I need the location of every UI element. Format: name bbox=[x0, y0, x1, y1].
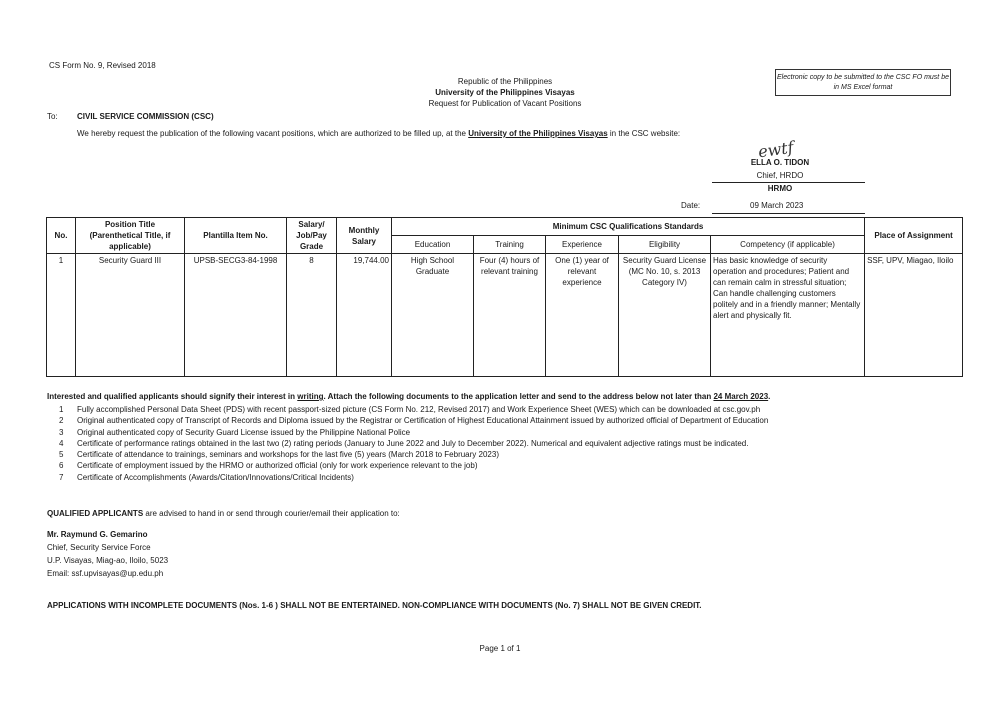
table-row bbox=[47, 254, 963, 377]
signatory-office: HRMO bbox=[767, 184, 793, 193]
date-divider bbox=[712, 213, 865, 214]
application-instructions bbox=[47, 392, 770, 401]
request-statement bbox=[77, 129, 680, 138]
doc-text: Certificate of employment issued by the HRMO or authorized official (only for work experience relevant to the job) bbox=[77, 461, 478, 471]
contact-name: Mr. Raymund G. Gemarino bbox=[47, 530, 148, 539]
required-documents-list bbox=[47, 405, 768, 484]
doc-number: 4 bbox=[59, 438, 64, 448]
doc-number: 2 bbox=[59, 416, 64, 426]
cell-competency: Has basic knowledge of security operation and procedures; Patient and can remain calm in stressful situation; Can handle challenging customers politely and in a friendly manner; Mentally alert and physically fit. bbox=[711, 254, 865, 377]
page-number: Page 1 of 1 bbox=[479, 644, 521, 653]
instructions-middle: . Attach the following documents to the application letter and send to the address below not later than bbox=[323, 392, 714, 401]
cell-education: High School Graduate bbox=[392, 254, 474, 377]
request-text-after: in the CSC website: bbox=[607, 129, 681, 138]
header-place-of-assignment: Place of Assignment bbox=[865, 218, 963, 254]
vacant-positions-table bbox=[46, 217, 963, 377]
date-value: 09 March 2023 bbox=[750, 201, 804, 210]
contact-address: U.P. Visayas, Miag-ao, Iloilo, 5023 bbox=[47, 556, 169, 565]
doc-text: Certificate of attendance to trainings, seminars and workshops for the last five (5) years (March 2018 to February 2023) bbox=[77, 450, 499, 460]
cell-experience: One (1) year of relevant experience bbox=[546, 254, 619, 377]
cell-no: 1 bbox=[47, 254, 76, 377]
list-item bbox=[47, 405, 768, 416]
signature-divider bbox=[712, 182, 865, 183]
cell-training: Four (4) hours of relevant training bbox=[474, 254, 546, 377]
signatory-name: ELLA O. TIDON bbox=[750, 158, 810, 167]
doc-text: Fully accomplished Personal Data Sheet (PDS) with recent passport-sized picture (CS Form No. 212, Revised 2017) and Work Experience Sheet (WES) which can be downloaded at csc.gov.ph bbox=[77, 405, 761, 414]
doc-number: 3 bbox=[59, 427, 64, 437]
header-salary-grade: Salary/ Job/Pay Grade bbox=[287, 218, 337, 254]
to-label: To: bbox=[47, 112, 58, 121]
excel-format-note: Electronic copy to be submitted to the CSC FO must be in MS Excel format bbox=[775, 69, 951, 96]
doc-text: Certificate of Accomplishments (Awards/Citation/Innovations/Critical Incidents) bbox=[77, 472, 354, 482]
header-plantilla: Plantilla Item No. bbox=[185, 218, 287, 254]
request-university: University of the Philippines Visayas bbox=[468, 129, 608, 138]
doc-number: 7 bbox=[59, 472, 64, 482]
header-training: Training bbox=[474, 236, 546, 254]
contact-position: Chief, Security Service Force bbox=[47, 543, 151, 552]
header-no: No. bbox=[47, 218, 76, 254]
doc-number: 1 bbox=[59, 405, 64, 414]
signatory-position: Chief, HRDO bbox=[756, 171, 804, 180]
request-text-before: We hereby request the publication of the following vacant positions, which are authorized to be filled up, at the bbox=[77, 129, 469, 138]
doc-text: Certificate of performance ratings obtained in the last two (2) rating periods (January to June 2022 and July to December 2022). Numerical and equivalent adjective ratings must be indicated. bbox=[77, 438, 749, 448]
header-title: Request for Publication of Vacant Positions bbox=[428, 99, 582, 108]
instructions-deadline: 24 March 2023 bbox=[713, 392, 769, 401]
header-position-title: Position Title (Parenthetical Title, if applicable) bbox=[76, 218, 185, 254]
header-republic: Republic of the Philippines bbox=[457, 77, 553, 86]
instructions-before: Interested and qualified applicants should signify their interest in bbox=[47, 392, 298, 401]
header-eligibility: Eligibility bbox=[619, 236, 711, 254]
contact-email: Email: ssf.upvisayas@up.edu.ph bbox=[47, 569, 164, 578]
cell-grade: 8 bbox=[287, 254, 337, 377]
header-university: University of the Philippines Visayas bbox=[435, 88, 575, 97]
list-item bbox=[47, 439, 768, 450]
header-education: Education bbox=[392, 236, 474, 254]
header-experience: Experience bbox=[546, 236, 619, 254]
cell-eligibility: Security Guard License (MC No. 10, s. 2013 Category IV) bbox=[619, 254, 711, 377]
cell-place: SSF, UPV, Miagao, Iloilo bbox=[865, 254, 963, 377]
qualified-rest: are advised to hand in or send through courier/email their application to: bbox=[143, 509, 400, 518]
list-item bbox=[47, 461, 768, 472]
cell-salary: 19,744.00 bbox=[337, 254, 392, 377]
list-item bbox=[47, 473, 768, 484]
date-label: Date: bbox=[681, 201, 701, 210]
cell-position-title: Security Guard III bbox=[76, 254, 185, 377]
incomplete-documents-warning: APPLICATIONS WITH INCOMPLETE DOCUMENTS (Nos. 1-6 ) SHALL NOT BE ENTERTAINED. NON-COMPLIANCE WITH DOCUMENTS (No. 7) SHALL NOT BE GIVEN CREDIT. bbox=[47, 601, 702, 610]
signature-mark: ewtf bbox=[756, 137, 795, 162]
header-qualification-standards: Minimum CSC Qualifications Standards bbox=[392, 218, 865, 236]
doc-number: 6 bbox=[59, 461, 64, 471]
instructions-writing: writing bbox=[297, 392, 324, 401]
qualified-applicants-note bbox=[47, 509, 400, 518]
list-item bbox=[47, 428, 768, 439]
list-item bbox=[47, 416, 768, 427]
cell-plantilla: UPSB-SECG3-84-1998 bbox=[185, 254, 287, 377]
doc-number: 5 bbox=[59, 450, 64, 460]
form-id: CS Form No. 9, Revised 2018 bbox=[49, 61, 156, 70]
header-competency: Competency (if applicable) bbox=[711, 236, 865, 254]
doc-text: Original authenticated copy of Security Guard License issued by the Philippine National Police bbox=[77, 427, 411, 437]
addressee: CIVIL SERVICE COMMISSION (CSC) bbox=[77, 112, 214, 121]
doc-text: Original authenticated copy of Transcript of Records and Diploma issued by the Registrar or Certification of Highest Educational Attainment issued by authorized official of Department of Education bbox=[77, 416, 769, 426]
instructions-after: . bbox=[768, 392, 771, 401]
list-item bbox=[47, 450, 768, 461]
qualified-bold: QUALIFIED APPLICANTS bbox=[47, 509, 144, 518]
header-monthly-salary: Monthly Salary bbox=[337, 218, 392, 254]
